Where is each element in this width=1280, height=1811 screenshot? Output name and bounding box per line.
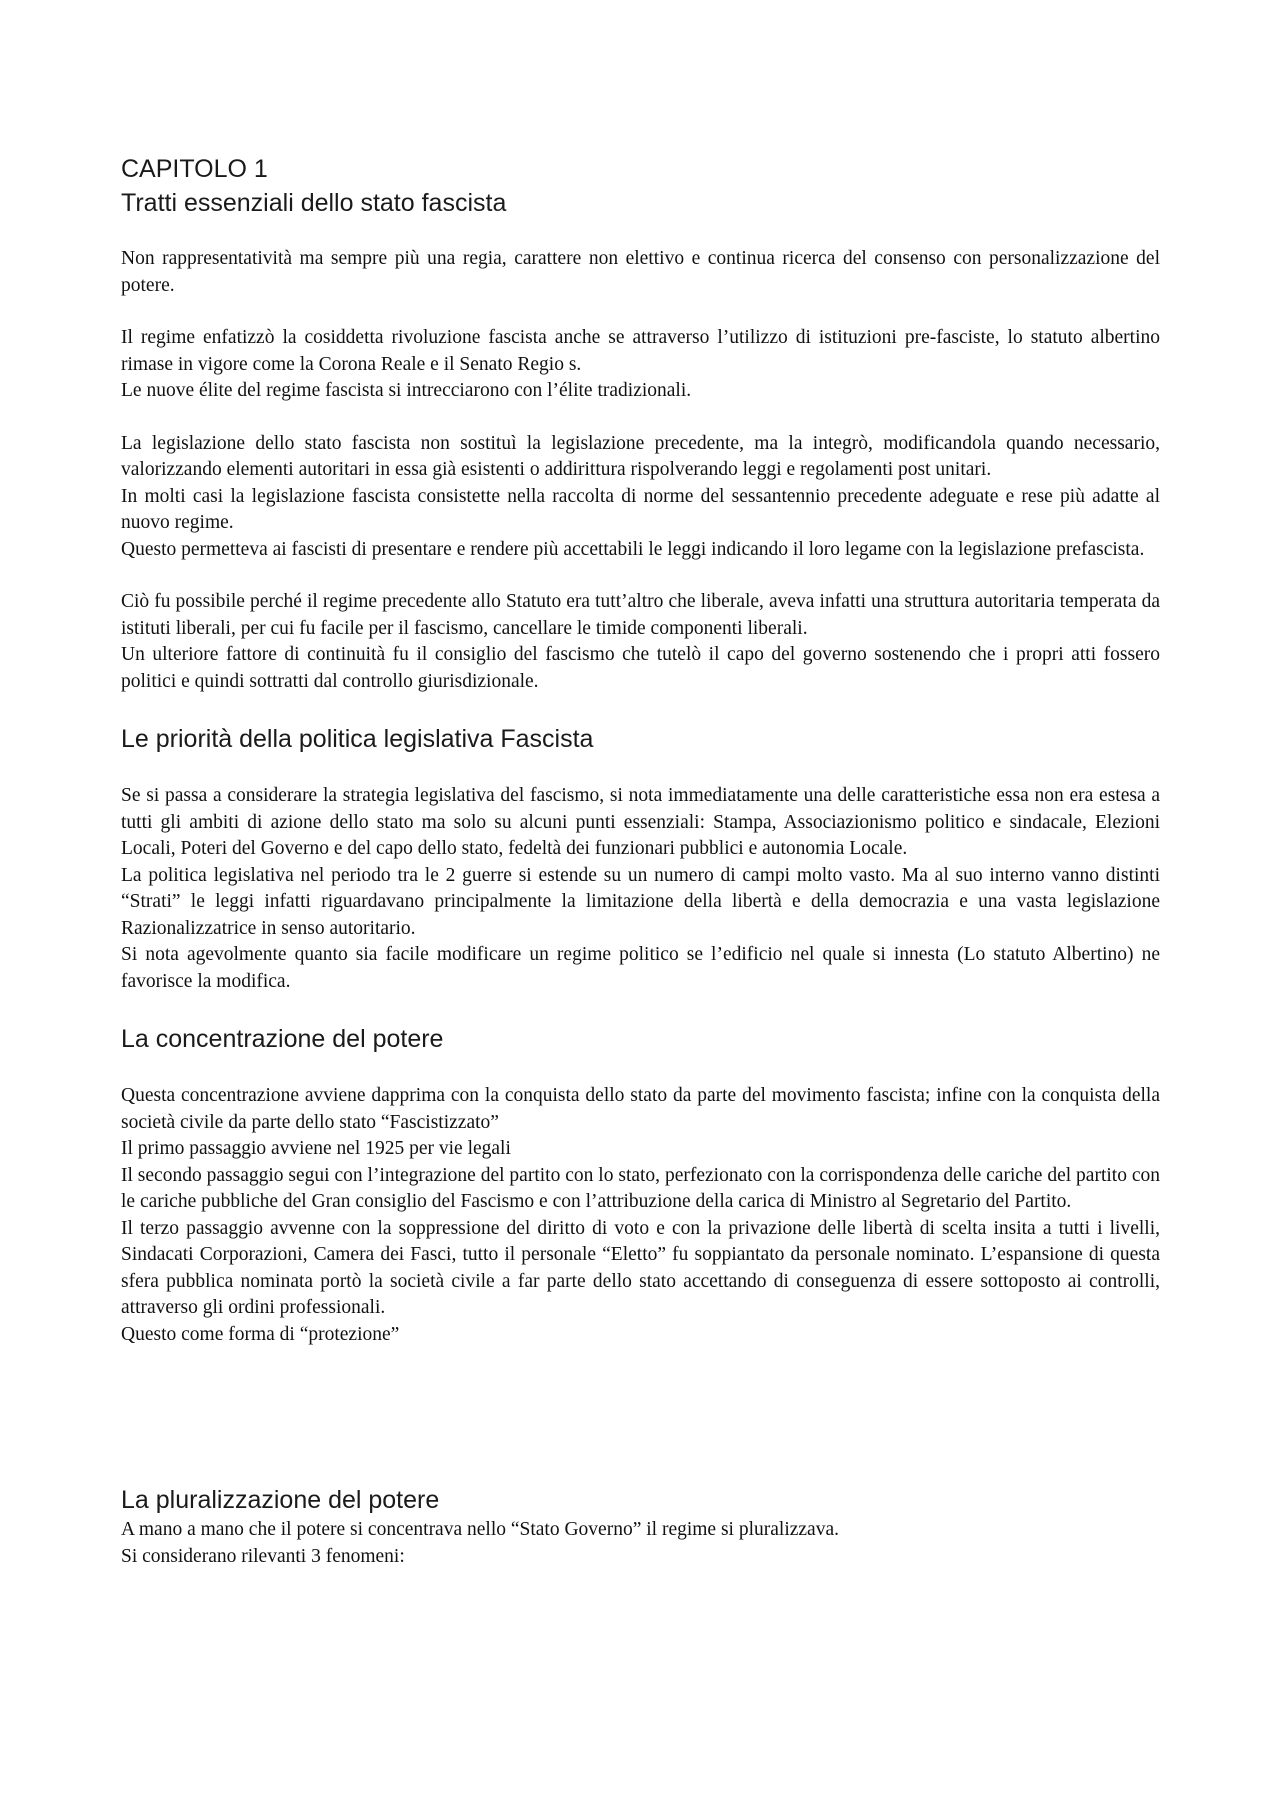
paragraph: Non rappresentatività ma sempre più una regia, carattere non elettivo e continua ricerca del consenso con personalizzazione del potere.: [121, 248, 1160, 296]
spacer: [121, 220, 1160, 246]
section-heading: La concentrazione del potere: [121, 1025, 444, 1053]
spacer: [121, 756, 1160, 783]
paragraph: A mano a mano che il potere si concentrava nello “Stato Governo” il regime si pluralizzava.: [121, 1519, 839, 1540]
paragraph: Si considerano rilevanti 3 fenomeni:: [121, 1545, 405, 1567]
paragraph: Ciò fu possibile perché il regime precedente allo Statuto era tutt’altro che liberale, aveva infatti una struttura autoritaria temperata da istituti liberali, per cui fu facile per il fascismo, cancellare le timide componenti liberali.: [121, 591, 1160, 639]
section-heading: La pluralizzazione del potere: [121, 1486, 440, 1514]
paragraph: Il terzo passaggio avvenne con la soppressione del diritto di voto e con la privazione delle libertà di scelta insita a tutti i livelli, Sindacati Corporazioni, Camera dei Fasci, tutto il personale “Eletto” fu soppiantato da personale nominato. L’espansione di questa sfera pubblica nominata portò la società civile a far parte dello stato accettando di conseguenza di essere sottoposto ai controlli, attraverso gli ordini professionali.: [121, 1217, 1160, 1318]
spacer: [121, 695, 1160, 722]
spacer: [121, 1348, 1160, 1483]
chapter-title: Tratti essenziali dello stato fascista: [121, 189, 507, 217]
spacer: [121, 563, 1160, 589]
document-body: [121, 152, 1160, 1570]
paragraph: Il secondo passaggio segui con l’integrazione del partito con lo stato, perfezionato con la corrispondenza delle cariche del partito con le cariche pubbliche del Gran consiglio del Fascismo e con l’attribuzione della carica di Ministro al Segretario del Partito.: [121, 1164, 1160, 1212]
spacer: [121, 299, 1160, 325]
paragraph: In molti casi la legislazione fascista consistette nella raccolta di norme del sessantennio precedente adeguate e rese più adatte al nuovo regime.: [121, 485, 1160, 533]
paragraph: Un ulteriore fattore di continuità fu il consiglio del fascismo che tutelò il capo del governo sostenendo che i propri atti fossero politici e quindi sottratti dal controllo giurisdizionale.: [121, 644, 1160, 692]
paragraph: Il primo passaggio avviene nel 1925 per vie legali: [121, 1138, 511, 1159]
paragraph: Si nota agevolmente quanto sia facile modificare un regime politico se l’edificio nel quale si innesta (Lo statuto Albertino) ne favorisce la modifica.: [121, 944, 1160, 992]
paragraph: Il regime enfatizzò la cosiddetta rivoluzione fascista anche se attraverso l’utilizzo di istituzioni pre-fasciste, lo statuto albertino rimase in vigore come la Corona Reale e il Senato Regio s.: [121, 327, 1160, 375]
spacer: [121, 995, 1160, 1022]
paragraph: Questo permetteva ai fascisti di presentare e rendere più accettabili le leggi indicando il loro legame con la legislazione prefascista.: [121, 538, 1145, 560]
paragraph: Le nuove élite del regime fascista si intrecciarono con l’élite tradizionali.: [121, 380, 692, 401]
paragraph: Questo come forma di “protezione”: [121, 1323, 400, 1345]
spacer: [121, 405, 1160, 431]
chapter-label: CAPITOLO 1: [121, 155, 268, 183]
section-heading: Le priorità della politica legislativa Fascista: [121, 725, 594, 753]
paragraph: La politica legislativa nel periodo tra le 2 guerre si estende su un numero di campi molto vasto. Ma al suo interno vanno distinti “Strati” le leggi infatti riguardavano principalmente la limitazione della libertà e della democrazia e una vasta legislazione Razionalizzatrice in senso autoritario.: [121, 864, 1160, 939]
paragraph: La legislazione dello stato fascista non sostituì la legislazione precedente, ma la integrò, modificandola quando necessario, valorizzando elementi autoritari in essa già esistenti o addirittura rispolverando leggi e regolamenti post unitari.: [121, 432, 1160, 480]
paragraph: Se si passa a considerare la strategia legislativa del fascismo, si nota immediatamente una delle caratteristiche essa non era estesa a tutti gli ambiti di azione dello stato ma solo su alcuni punti essenziali: Stampa, Associazionismo politico e sindacale, Elezioni Locali, Poteri del Governo e del capo dello stato, fedeltà dei funzionari pubblici e autonomia Locale.: [121, 785, 1160, 859]
spacer: [121, 1056, 1160, 1083]
paragraph: Questa concentrazione avviene dapprima con la conquista dello stato da parte del movimento fascista; infine con la conquista della società civile da parte dello stato “Fascistizzato”: [121, 1085, 1160, 1133]
